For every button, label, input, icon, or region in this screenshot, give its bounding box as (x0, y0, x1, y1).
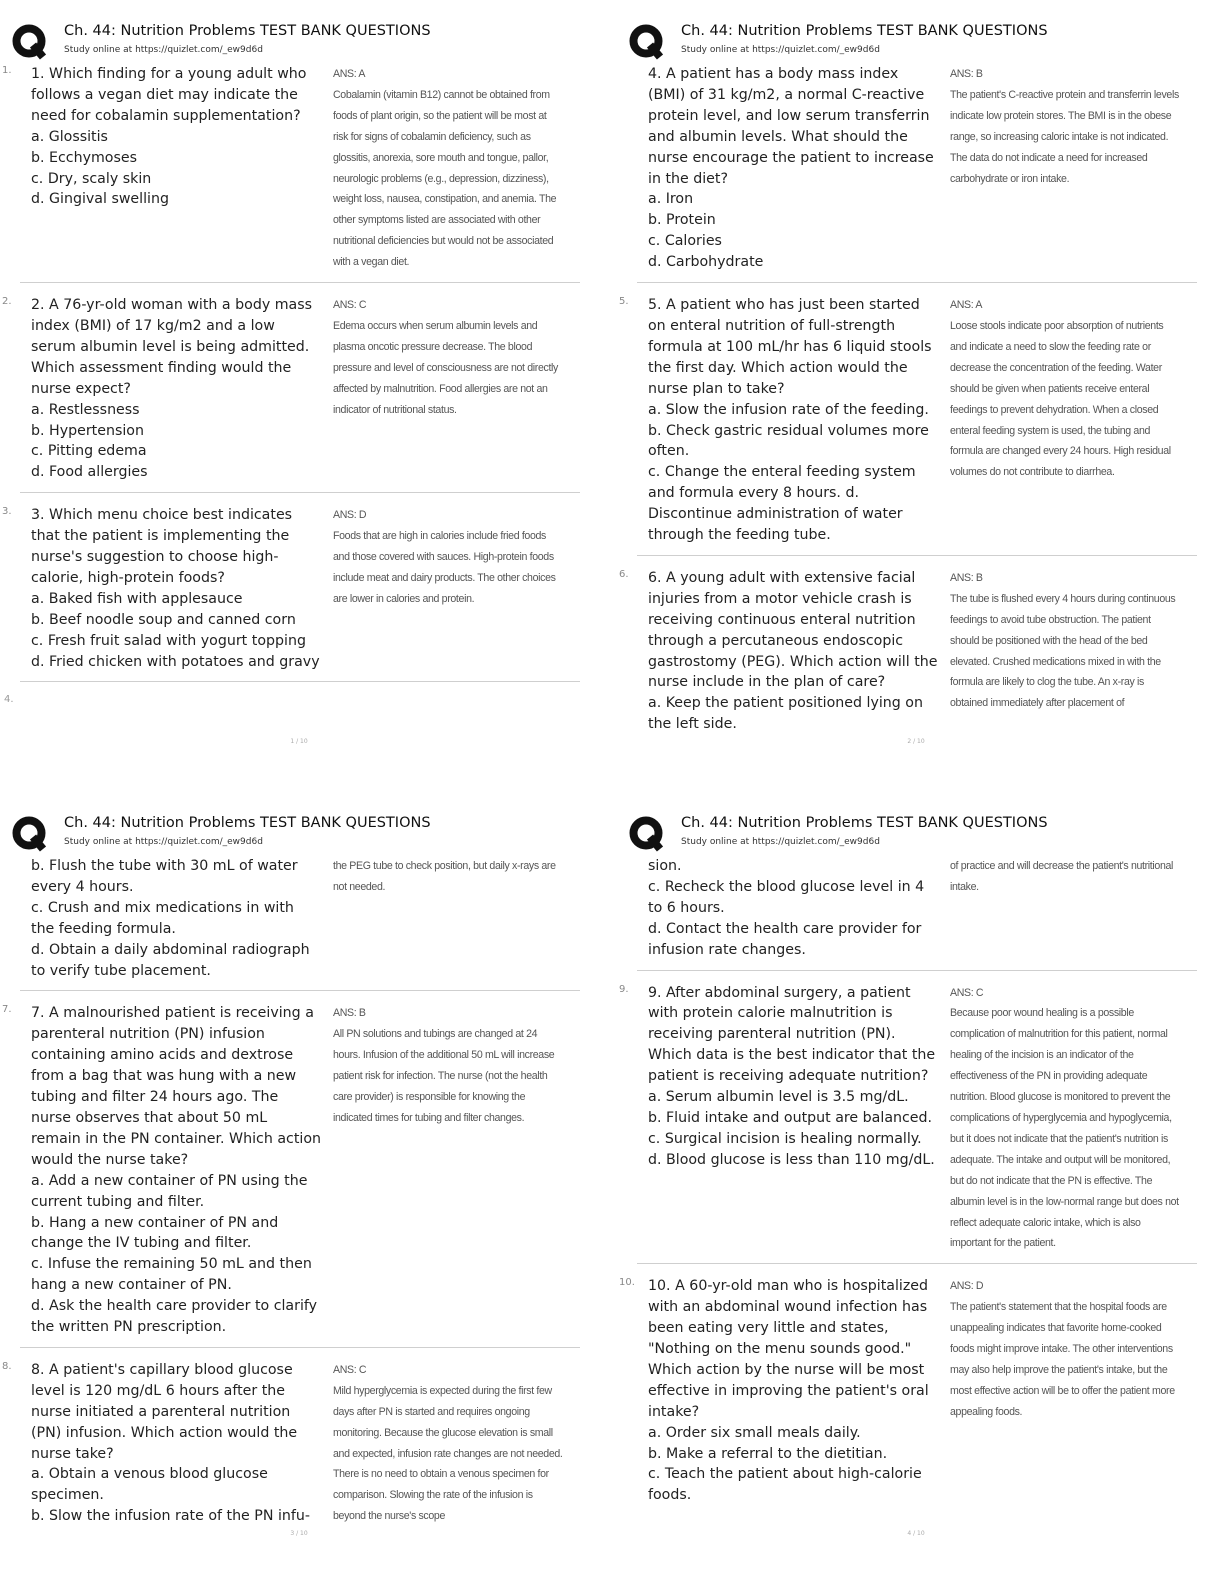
answer-key: ANS: D (950, 1280, 984, 1293)
document-title: Ch. 44: Nutrition Problems TEST BANK QUESTIONS (64, 815, 431, 831)
question-stem: 9. After abdominal surgery, a patient with protein calorie malnutrition is receiving parenteral nutrition (PN). Which data is the best indicator that the patient is receiving adequate nutrition? (648, 984, 936, 1085)
page-header (12, 20, 582, 64)
question-number: 7. (2, 1004, 12, 1016)
answer-key: ANS: A (950, 299, 983, 312)
study-online-link[interactable]: Study online at https://quizlet.com/_ew9d6d (64, 837, 263, 847)
rationale: the PEG tube to check position, but daily x-rays are not needed. (333, 860, 556, 893)
answer-key: ANS: B (950, 571, 983, 584)
option-a: a. Order six small meals daily. (648, 1424, 861, 1441)
question-text (20, 1003, 321, 1338)
option-c: c. Crush and mix medications in with the feeding formula. (31, 899, 294, 937)
question-text (20, 856, 321, 981)
answer-key: ANS: C (333, 299, 367, 312)
question-number: 3. (2, 506, 12, 518)
question-card-3 (2, 505, 580, 682)
question-number: 10. (619, 1277, 635, 1289)
question-card-10 (619, 1276, 1197, 1506)
document-title: Ch. 44: Nutrition Problems TEST BANK QUESTIONS (681, 23, 1048, 39)
page-body (0, 856, 598, 1527)
page-header (12, 812, 582, 856)
quizlet-logo-icon (12, 24, 48, 60)
question-card-7 (2, 1003, 580, 1348)
page-header (629, 20, 1199, 64)
question-card-8 (2, 1360, 580, 1527)
question-stem: 2. A 76-yr-old woman with a body mass index (BMI) of 17 kg/m2 and a low serum albumin level is being admitted. Which assessment finding would the nurse expect? (31, 297, 313, 397)
question-number: 2. (2, 296, 12, 308)
question-number: 9. (619, 983, 629, 995)
question-text (20, 505, 321, 672)
option-c: c. Dry, scaly skin (31, 170, 152, 187)
option-c: c. Recheck the blood glucose level in 4 to 6 hours. (648, 878, 925, 916)
question-text (20, 1360, 321, 1527)
document-title: Ch. 44: Nutrition Problems TEST BANK QUESTIONS (64, 23, 431, 39)
option-d: d. Blood glucose is less than 110 mg/dL. (648, 1151, 935, 1168)
question-stem: 6. A young adult with extensive facial injuries from a motor vehicle crash is receiving continuous enteral nutrition through a percutaneous endoscopic gastrostomy (PEG). Which action will the nurse include in the plan of care? (648, 569, 938, 691)
question-stem: 8. A patient's capillary blood glucose level is 120 mg/dL 6 hours after the nurse initiated a parenteral nutrition (PN) infusion. Which action would the nurse take? (31, 1361, 298, 1462)
option-a: a. Add a new container of PN using the current tubing and filter. (31, 1172, 308, 1210)
question-stem: 4. A patient has a body mass index (BMI) of 31 kg/m2, a normal C-reactive protein level, and low serum transferrin and albumin levels. What should the nurse encourage the patient to increase in the diet? (648, 66, 934, 187)
answer-text (938, 856, 1180, 961)
answer-key: ANS: C (950, 986, 984, 999)
question-card-9 (619, 983, 1197, 1265)
question-card-4 (637, 64, 1197, 283)
page-body (617, 856, 1215, 1506)
option-c: c. Surgical incision is healing normally. (648, 1130, 922, 1147)
answer-text (321, 64, 563, 273)
rationale: Foods that are high in calories include fried foods and those covered with sauces. High-protein foods include meat and dairy products. The other choices are lower in calories and protein. (333, 530, 556, 605)
page-number: 1 / 10 (290, 738, 308, 745)
question-stem: 7. A malnourished patient is receiving a parenteral nutrition (PN) infusion containing amino acids and dextrose from a bag that was hung with a new tubing and filter 24 hours ago. The nurse observes that about 50 mL remain in the PN container. Which action would the nurse take? (31, 1005, 321, 1168)
option-d: d. Gingival swelling (31, 191, 169, 208)
answer-text (321, 1003, 563, 1338)
page-3 (0, 792, 598, 1570)
option-a: a. Obtain a venous blood glucose specimen. (31, 1466, 268, 1504)
question-card-6-continued (20, 856, 580, 991)
question-number: 6. (619, 568, 629, 580)
answer-key: ANS: A (333, 68, 366, 80)
question-text (637, 295, 938, 546)
option-d: d. Fried chicken with potatoes and gravy (31, 653, 320, 670)
page-body (617, 64, 1215, 735)
rationale: Because poor wound healing is a possible complication of malnutrition for this patient, normal healing of the incision is an indicator of the effectiveness of the PN in providing adequate nutrition. Blood glucose is monitored to prevent the complications of hyperglycemia and hypoglycemia, but it does not indicate that the patient's nutrition is adequate. The intake and output will be monitored, but do not indicate that the PN is effective. The albumin level is in the low-normal range but does not reflect adequate caloric intake, which is also important for the patient. (950, 1007, 1179, 1250)
question-stem: 10. A 60-yr-old man who is hospitalized with an abdominal wound infection has been eating very little and states, "Nothing on the menu sounds good." Which action by the nurse will be most effective in improving the patient's oral intake? (648, 1278, 929, 1420)
rationale: The patient's C-reactive protein and transferrin levels indicate low protein stores. The BMI is in the obese range, so increasing caloric intake is not indicated. The data do not indicate a need for increased carbohydrate or iron intake. (950, 88, 1179, 185)
option-b: b. Slow the infusion rate of the PN infu- (31, 1508, 311, 1525)
question-text (637, 1276, 938, 1506)
question-text (637, 983, 938, 1255)
answer-text (938, 295, 1180, 546)
option-a: a. Keep the patient positioned lying on the left side. (648, 695, 923, 733)
rationale: Edema occurs when serum albumin levels and plasma oncotic pressure decrease. The blood pressure and level of consciousness are not directly affected by malnutrition. Food allergies are not an indicator of nutritional status. (333, 319, 558, 416)
question-number: 5. (619, 296, 629, 308)
option-c: c. Change the enteral feeding system and formula every 8 hours. d. Discontinue administration of water through the feeding tube. (648, 464, 916, 544)
page-number: 4 / 10 (907, 1530, 925, 1537)
option-b: b. Protein (648, 212, 716, 229)
option-b: b. Ecchymoses (31, 149, 137, 166)
answer-text (938, 64, 1180, 273)
answer-key: ANS: B (333, 1007, 366, 1020)
question-card-5 (619, 295, 1197, 556)
option-d: d. Obtain a daily abdominal radiograph to verify tube placement. (31, 941, 310, 979)
option-b: b. Flush the tube with 30 mL of water every 4 hours. (31, 858, 298, 895)
rationale: All PN solutions and tubings are changed at 24 hours. Infusion of the additional 50 mL will increase patient risk for infection. The nurse (not the health care provider) is responsible for knowing the indicated times for tubing and filter changes. (333, 1028, 555, 1124)
quizlet-logo-icon (12, 816, 48, 852)
option-a: a. Serum albumin level is 3.5 mg/dL. (648, 1089, 909, 1106)
option-c: c. Pitting edema (31, 443, 147, 460)
option-b: b. Hang a new container of PN and change the IV tubing and filter. (31, 1214, 279, 1252)
study-online-link[interactable]: Study online at https://quizlet.com/_ew9d6d (681, 837, 880, 847)
option-d: d. Carbohydrate (648, 254, 764, 271)
option-a: a. Iron (648, 191, 694, 208)
study-online-link[interactable]: Study online at https://quizlet.com/_ew9d6d (681, 45, 880, 55)
page-2 (617, 0, 1215, 778)
rationale: The tube is flushed every 4 hours during continuous feedings to avoid tube obstruction. The patient should be positioned with the head of the bed elevated. Crushed medications mixed in with the formula are likely to clog the tube. An x-ray is obtained immediately after placement of (950, 592, 1176, 710)
page-header (629, 812, 1199, 856)
option-a: a. Baked fish with applesauce (31, 590, 243, 607)
answer-text (321, 295, 563, 483)
rationale: of practice and will decrease the patient's nutritional intake. (950, 860, 1174, 893)
question-stem: 1. Which finding for a young adult who follows a vegan diet may indicate the need for cobalamin supplementation? (31, 66, 307, 124)
question-number: 1. (2, 65, 12, 76)
option-b: b. Fluid intake and output are balanced. (648, 1109, 933, 1126)
option-b: b. Beef noodle soup and canned corn (31, 611, 296, 628)
option-b: b. Check gastric residual volumes more often. (648, 422, 929, 460)
option-d: d. Contact the health care provider for infusion rate changes. (648, 920, 922, 958)
answer-key: ANS: B (950, 68, 983, 80)
option-c: c. Teach the patient about high-calorie foods. (648, 1466, 922, 1504)
question-text (637, 856, 938, 961)
option-b: b. Hypertension (31, 422, 144, 439)
answer-text (938, 983, 1180, 1255)
question-text (20, 64, 321, 273)
page-body (0, 64, 598, 710)
answer-text (321, 856, 563, 981)
question-card-6 (619, 568, 1197, 735)
rationale: Cobalamin (vitamin B12) cannot be obtained from foods of plant origin, so the patient will be most at risk for signs of cobalamin deficiency, such as glossitis, anorexia, sore mouth and tongue, pallor, neurologic problems (e.g., depression, dizziness), weight loss, nausea, constipation, and anemia. The other symptoms listed are associated with other nutritional deficiencies but would not be associated with a vegan diet. (333, 88, 557, 269)
option-d: d. Food allergies (31, 464, 148, 481)
rationale: Loose stools indicate poor absorption of nutrients and indicate a need to slow the feeding rate or decrease the concentration of the feeding. Water should be given when patients receive enteral feedings to prevent dehydration. When a closed enteral feeding system is used, the tubing and formula are changed every 24 hours. High residual volumes do not contribute to diarrhea. (950, 319, 1171, 479)
question-text (20, 295, 321, 483)
option-b: b. Make a referral to the dietitian. (648, 1445, 888, 1462)
question-text (637, 64, 938, 273)
option-c: c. Infuse the remaining 50 mL and then hang a new container of PN. (31, 1256, 312, 1294)
question-number: 4. (4, 694, 14, 706)
page-1 (0, 0, 598, 778)
question-card-2 (2, 295, 580, 493)
rationale: Mild hyperglycemia is expected during the first few days after PN is started and requires ongoing monitoring. Because the glucose elevation is small and expected, infusion rate changes are not needed. There is no need to obtain a venous specimen for comparison. Slowing the rate of the infusion is beyond the nurse's scope (333, 1384, 563, 1523)
answer-key: ANS: D (333, 509, 367, 522)
option-b-continued: sion. (648, 858, 682, 874)
option-c: c. Calories (648, 233, 722, 250)
answer-text (321, 505, 563, 672)
answer-text (938, 568, 1180, 735)
answer-key: ANS: C (333, 1363, 367, 1376)
answer-text (938, 1276, 1180, 1506)
option-a: a. Glossitis (31, 128, 108, 145)
question-stem: 5. A patient who has just been started on enteral nutrition of full-strength formula at 100 mL/hr has 6 liquid stools the first day. Which action would the nurse plan to take? (648, 297, 932, 397)
page-number: 3 / 10 (290, 1530, 308, 1537)
document-title: Ch. 44: Nutrition Problems TEST BANK QUESTIONS (681, 815, 1048, 831)
question-text (637, 568, 938, 735)
question-card-1 (2, 64, 580, 283)
page-4 (617, 792, 1215, 1570)
answer-text (321, 1360, 563, 1527)
option-d: d. Ask the health care provider to clarify the written PN prescription. (31, 1298, 318, 1336)
question-number: 8. (2, 1360, 12, 1372)
question-stem: 3. Which menu choice best indicates that the patient is implementing the nurse's suggestion to choose high-calorie, high-protein foods? (31, 507, 293, 586)
quizlet-logo-icon (629, 24, 665, 60)
question-card-8-continued (637, 856, 1197, 971)
option-c: c. Fresh fruit salad with yogurt topping (31, 632, 306, 649)
option-a: a. Slow the infusion rate of the feeding. (648, 401, 929, 418)
quizlet-logo-icon (629, 816, 665, 852)
rationale: The patient's statement that the hospital foods are unappealing indicates that favorite home-cooked foods might improve intake. The other interventions may also help improve the patient's intake, but the most effective action will be to offer the patient more appealing foods. (950, 1301, 1175, 1418)
page-number: 2 / 10 (907, 738, 925, 745)
option-a: a. Restlessness (31, 401, 140, 418)
study-online-link[interactable]: Study online at https://quizlet.com/_ew9d6d (64, 45, 263, 55)
